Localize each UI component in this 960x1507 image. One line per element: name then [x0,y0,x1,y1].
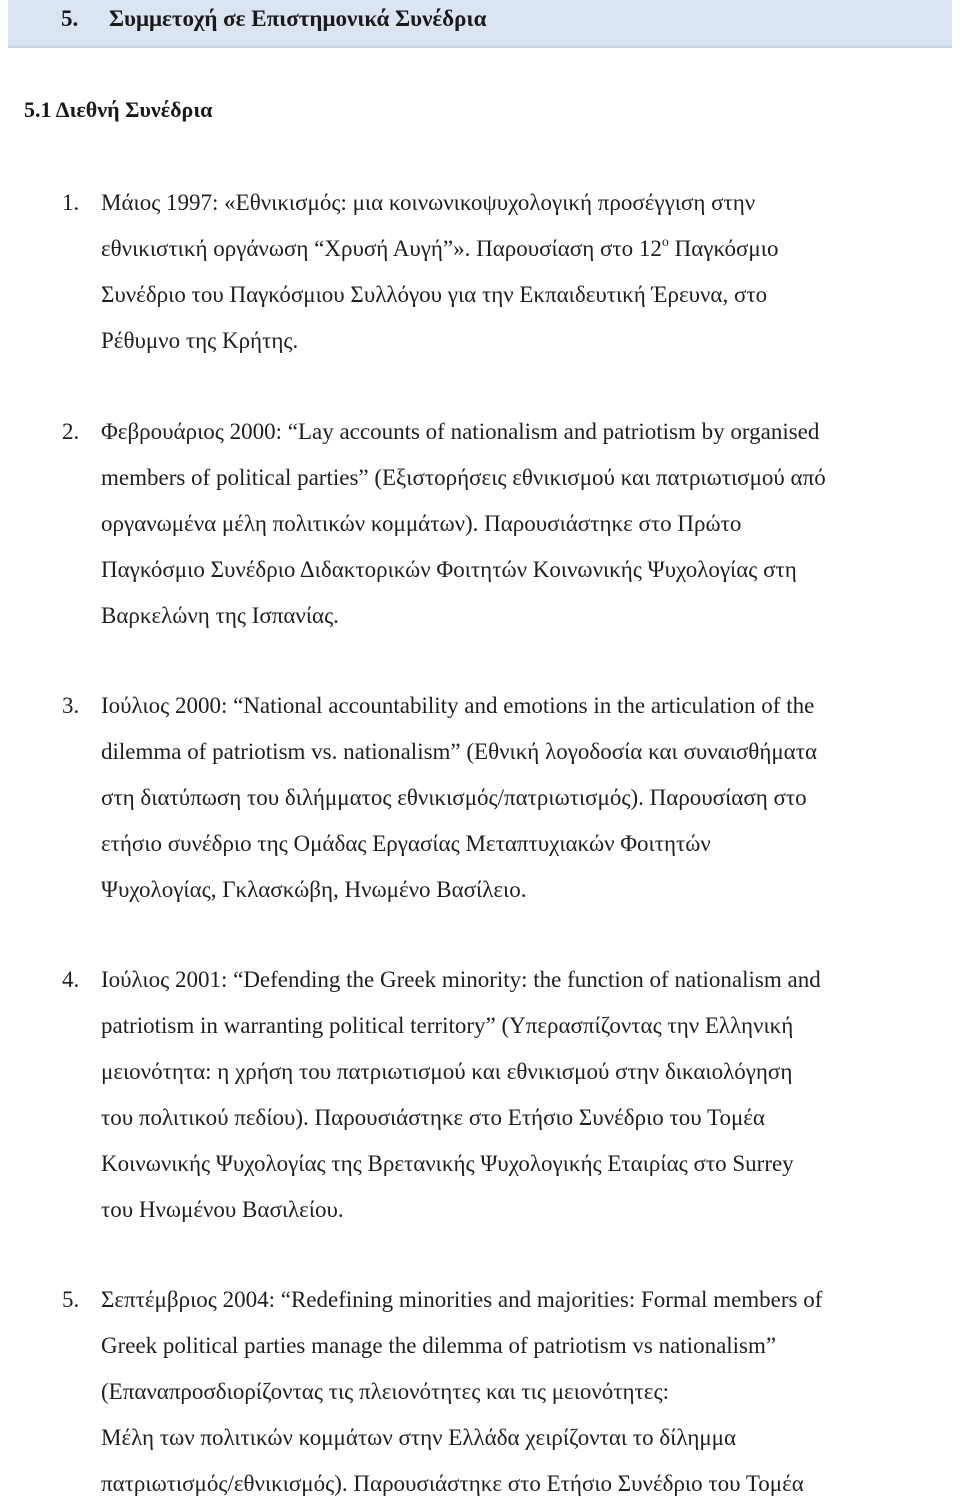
text-line: dilemma of patriotism vs. nationalism” (Εθνική λογοδοσία και συναισθήματα [101,739,818,764]
text-line: Greek political parties manage the dilemma of patriotism vs nationalism” [101,1333,777,1358]
text-line: Βαρκελώνη της Ισπανίας. [101,603,339,628]
text-fragment: εθνικιστική οργάνωση “Χρυσή Αυγή”». Παρουσίαση στο 12 [101,236,662,261]
text-line: Φεβρουάριος 2000: “Lay accounts of nationalism and patriotism by organised [101,419,820,444]
item-text [101,1277,951,1507]
text-fragment: Παγκόσμιο [668,236,779,261]
item-text [101,683,951,913]
text-line: Παγκόσμιο Συνέδριο Διδακτορικών Φοιτητών Κοινωνικής Ψυχολογίας στη [101,557,797,582]
text-line: Μάιος 1997: «Εθνικισμός: μια κοινωνικοψυχολογική προσέγγιση στην [101,190,756,215]
text-line: οργανωμένα μέλη πολιτικών κομμάτων). Παρουσιάστηκε στο Πρώτο [101,511,742,536]
item-text [101,957,951,1233]
text-line: Συνέδριο του Παγκόσμιου Συλλόγου για την Εκπαιδευτική Έρευνα, στο [101,282,768,307]
section-number: 5. [61,6,79,31]
item-number: 2. [62,419,80,444]
item-number: 3. [62,693,80,718]
item-number: 5. [62,1287,80,1312]
text-line: του πολιτικού πεδίου). Παρουσιάστηκε στο Ετήσιο Συνέδριο του Τομέα [101,1105,765,1130]
text-line: του Ηνωμένου Βασιλείου. [101,1197,344,1222]
text-line: patriotism in warranting political territory” (Υπερασπίζοντας την Ελληνική [101,1013,794,1038]
text-line: Ρέθυμνο της Κρήτης. [101,328,299,353]
superscript: ο [661,235,669,250]
text-line: members of political parties” (Εξιστορήσεις εθνικισμού και πατριωτισμού από [101,465,826,490]
text-line: Ψυχολογίας, Γκλασκώβη, Ηνωμένο Βασίλειο. [101,877,527,902]
text-line: Ιούλιος 2001: “Defending the Greek minority: the function of nationalism and [101,967,821,992]
section-heading-bar [8,0,952,48]
text-line: μειονότητα: η χρήση του πατριωτισμού και εθνικισμού στην δικαιολόγηση [101,1059,793,1084]
text-line: στη διατύπωση του διλήμματος εθνικισμός/πατριωτισμός). Παρουσίαση στο [101,785,807,810]
item-text [101,409,951,639]
text-line: πατριωτισμός/εθνικισμός). Παρουσιάστηκε στο Ετήσιο Συνέδριο του Τομέα [101,1471,804,1496]
subsection-title: 5.1 Διεθνή Συνέδρια [24,97,213,122]
item-number: 4. [62,967,80,992]
text-line: Ιούλιος 2000: “National accountability and emotions in the articulation of the [101,693,815,718]
text-line: Κοινωνικής Ψυχολογίας της Βρετανικής Ψυχολογικής Εταιρίας στο Surrey [101,1151,794,1176]
text-line [101,226,951,272]
item-number: 1. [62,190,80,215]
text-line: Σεπτέμβριος 2004: “Redefining minorities and majorities: Formal members of [101,1287,823,1312]
item-text [101,180,951,364]
text-line: Μέλη των πολιτικών κομμάτων στην Ελλάδα χειρίζονται το δίλημμα [101,1425,737,1450]
text-line: ετήσιο συνέδριο της Ομάδας Εργασίας Μεταπτυχιακών Φοιτητών [101,831,711,856]
section-title: Συμμετοχή σε Επιστημονικά Συνέδρια [109,6,487,31]
text-line: (Επαναπροσδιορίζοντας τις πλειονότητες και τις μειονότητες: [101,1379,669,1404]
